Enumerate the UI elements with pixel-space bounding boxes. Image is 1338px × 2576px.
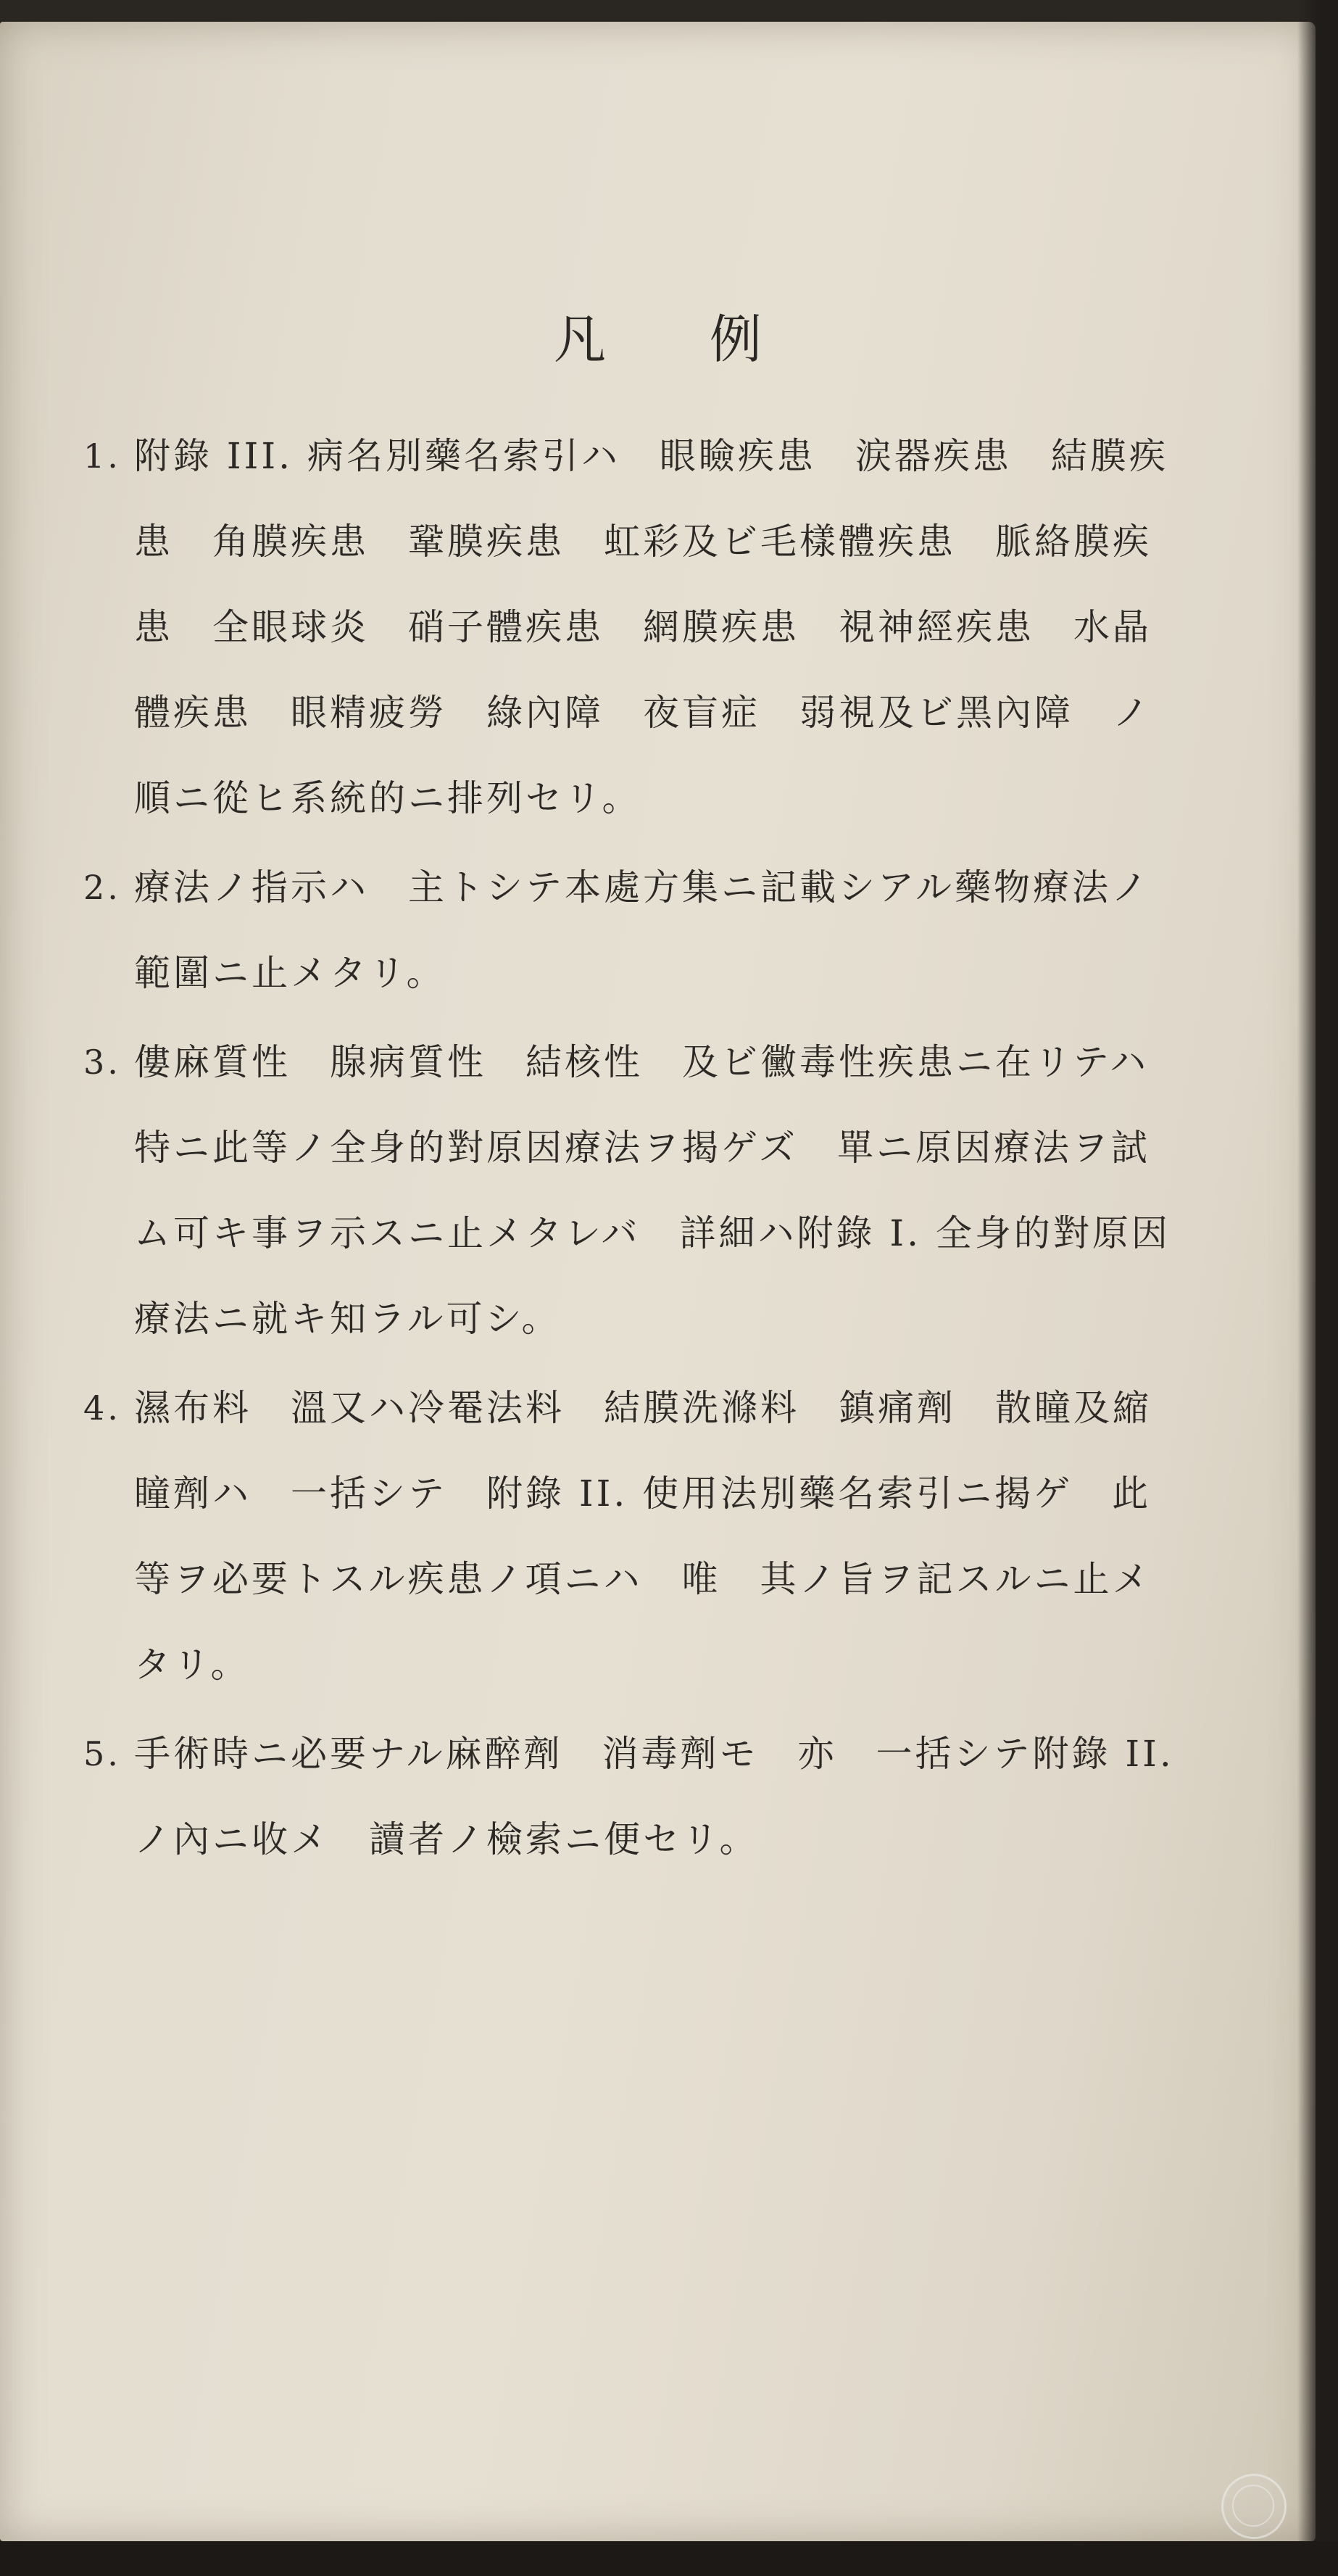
note-text: 濕布料 溫又ハ冷罨法料 結膜洗滌料 鎮痛劑 散瞳及縮瞳劑ハ 一括シテ 附錄 II. 使用法別藥名索引ニ揭ゲ 此等ヲ必要トスル疾患ノ項ニハ 唯 其ノ旨ヲ記スルニ止メタリ。: [134, 1387, 1152, 1686]
note-text: 手術時ニ必要ナル麻醉劑 消毒劑モ 亦 一括シテ附錄 II. ノ內ニ收メ 讀者ノ檢索ニ便セリ。: [134, 1733, 1174, 1860]
note-number: 3.: [83, 1043, 121, 1082]
note-text: 僂麻質性 腺病質性 結核性 及ビ黴毒性疾患ニ在リテハ 特ニ此等ノ全身的對原因療法ヲ揭ゲズ 單ニ原因療法ヲ試ム可キ事ヲ示スニ止メタレバ 詳細ハ附錄 I. 全身的對原因療法ニ就キ知ラル可シ。: [134, 1041, 1188, 1340]
page-title: 凡 例: [554, 309, 805, 370]
note-text: 療法ノ指示ハ 主トシテ本處方集ニ記載シアル藥物療法ノ範圍ニ止メタリ。: [134, 866, 1150, 994]
notes-list: [83, 413, 1188, 1886]
note-text: 附錄 III. 病名別藥名索引ハ 眼瞼疾患 涙器疾患 結膜疾患 角膜疾患 鞏膜疾患 虹彩及ビ毛樣體疾患 脈絡膜疾患 全眼球炎 硝子體疾患 網膜疾患 視神經疾患 水晶體疾患 眼精疲勞 綠內障 夜盲症 弱視及ビ黑內障 ノ順ニ從ヒ系統的ニ排列セリ。: [134, 435, 1168, 819]
note-item-1: [83, 413, 1185, 841]
note-item-5: [83, 1711, 1185, 1882]
page-edge-shadow: [1297, 0, 1338, 2576]
note-item-2: [83, 845, 1185, 1016]
note-number: 4.: [83, 1388, 121, 1428]
note-number: 1.: [83, 436, 121, 476]
note-number: 5.: [83, 1734, 121, 1773]
seal-inner-ring: [1232, 2485, 1274, 2527]
note-number: 2.: [83, 868, 121, 907]
note-item-4: [83, 1365, 1185, 1707]
note-item-3: [83, 1019, 1188, 1362]
bottom-edge: [0, 2541, 1338, 2576]
museum-seal-icon: [1221, 2474, 1287, 2539]
